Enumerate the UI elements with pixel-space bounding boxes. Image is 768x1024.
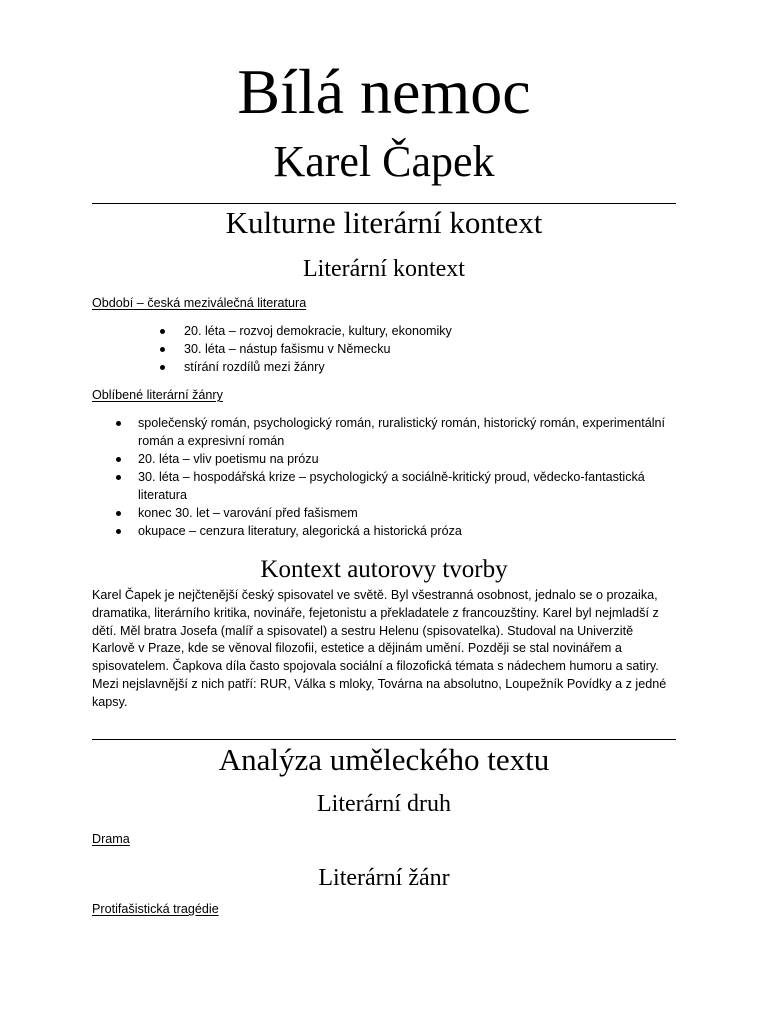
- genres-label: Oblíbené literární žánry: [92, 388, 223, 402]
- list-item: 30. léta – hospodářská krize – psychologický a sociálně-kritický proud, vědecko-fantastická literatura: [138, 468, 678, 504]
- subheading-literary-kind: Literární druh: [317, 791, 451, 817]
- list-item: stírání rozdílů mezi žánry: [184, 358, 684, 376]
- section-heading-context: Kulturne literární kontext: [225, 205, 543, 240]
- subheading-literary-genre: Literární žánr: [318, 865, 450, 891]
- literary-genre-value: Protifašistická tragédie: [92, 902, 219, 916]
- genres-list: [138, 414, 678, 540]
- period-label: Období – česká meziválečná literatura: [92, 296, 307, 310]
- subheading-author-context: Kontext autorovy tvorby: [260, 556, 508, 583]
- list-item: 20. léta – vliv poetismu na prózu: [138, 450, 678, 468]
- literary-kind-value: Drama: [92, 832, 130, 846]
- subheading-literary-context: Literární kontext: [303, 256, 465, 282]
- list-item: okupace – cenzura literatury, alegorická a historická próza: [138, 522, 678, 540]
- list-item: společenský román, psychologický román, ruralistický román, historický román, experimentální román a expresivní román: [138, 414, 678, 450]
- section-heading-analysis: Analýza uměleckého textu: [218, 742, 550, 777]
- document-author: Karel Čapek: [273, 137, 495, 186]
- list-item: 20. léta – rozvoj demokracie, kultury, ekonomiky: [184, 322, 684, 340]
- document-title: Bílá nemoc: [237, 56, 531, 127]
- list-item: 30. léta – nástup fašismu v Německu: [184, 340, 684, 358]
- horizontal-rule: [92, 739, 676, 740]
- author-context-paragraph: Karel Čapek je nejčtenější český spisovatel ve světě. Byl všestranná osobnost, jednalo se o prozaika, dramatika, literárního kritika, novináře, fejetonistu a překladatele z francouzštiny. Karel byl nejmladší z dětí. Měl bratra Josefa (malíř a spisovatel) a sestru Helenu (spisovatelka). Studoval na Univerzitě Karlově v Praze, kde se věnoval filozofii, estetice a dějinám umění. Později se stal novinářem a spisovatelem. Čapkova díla často spojovala sociální a filozofická témata s nádechem humoru a satiry. Mezi nejslavnější z nich patří: RUR, Válka s mloky, Továrna na absolutno, Loupežník Povídky a z jedné kapsy.: [92, 588, 667, 709]
- list-item: konec 30. let – varování před fašismem: [138, 504, 678, 522]
- period-list: [184, 322, 684, 376]
